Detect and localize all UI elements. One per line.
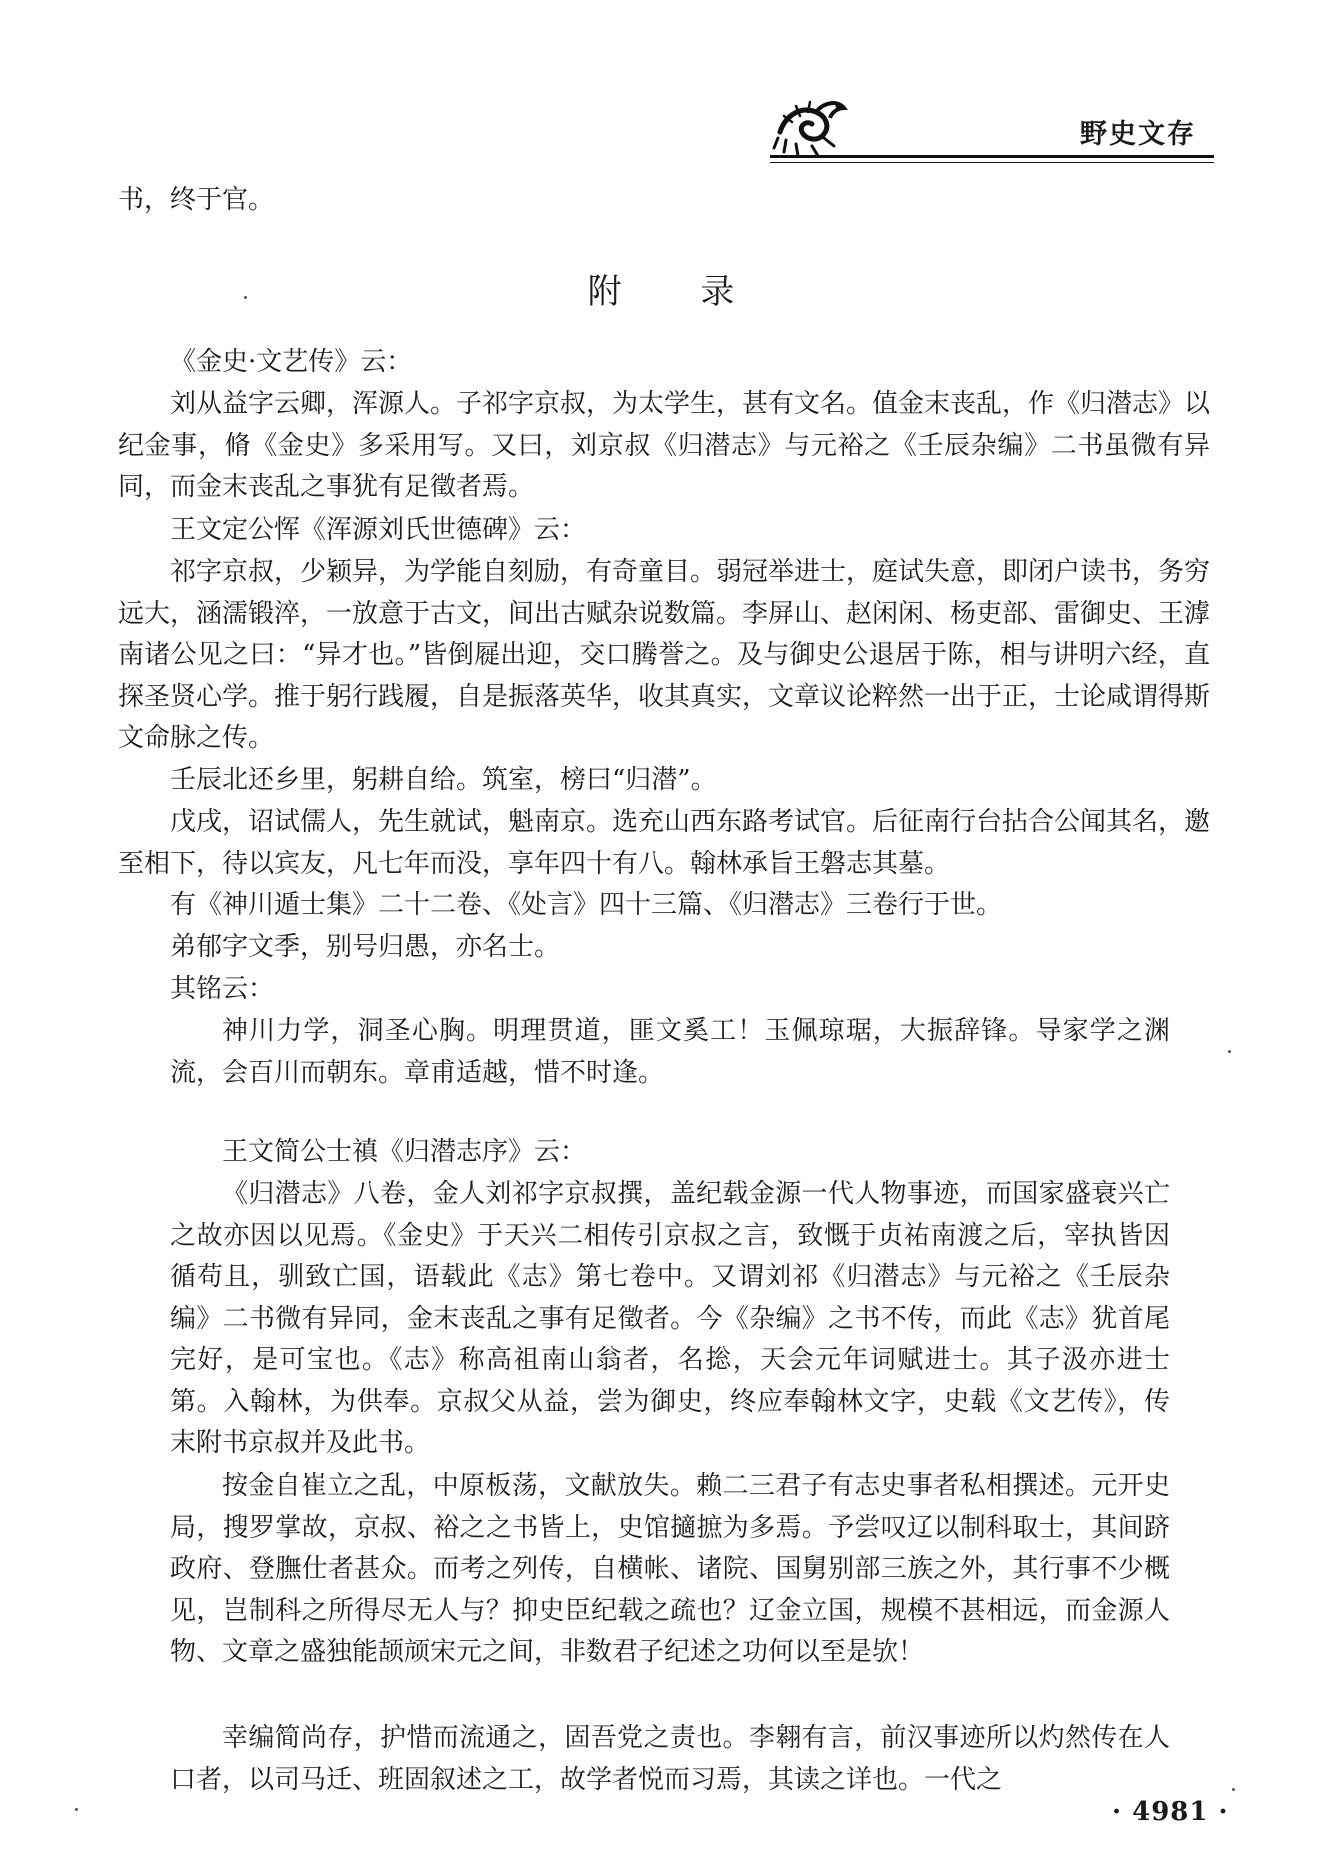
paragraph: 《归潜志》八卷，金人刘祁字京叔撰，盖纪载金源一代人物事迹，而国家盛衰兴亡之故亦因以见焉。《金史》于天兴二相传引京叔之言，致慨于贞祐南渡之后，宰执皆因循苟且，驯致亡国，语载此《志》第七卷中。又谓刘祁《归潜志》与元裕之《壬辰杂编》二书微有异同，金末丧乱之事有足徵者。今《杂编》之书不传，而此《志》犹首尾完好，是可宝也。《志》称高祖南山翁者，名捴，天会元年词赋进士。其子汲亦进士第。入翰林，为供奉。京叔父从益，尝为御史，终应奉翰林文字，史载《文艺传》，传末附书京叔并及此书。 — [170, 1179, 1170, 1458]
paragraph: 壬辰北还乡里，躬耕自给。筑室，榜曰“归潜”。 — [170, 765, 717, 795]
header-rule — [770, 155, 1214, 158]
paragraph: 王文简公士禛《归潜志序》云： — [222, 1137, 587, 1167]
dragon-emblem-icon — [772, 92, 850, 160]
paragraph: 按金自崔立之乱，中原板荡，文献放失。赖二三君子有志史事者私相撰述。元开史局，搜罗掌故，京叔、裕之之书皆上，史馆擿摭为多焉。予尝叹辽以制科取士，其间跻政府、登膴仕者甚众。而考之列传，自横帐、诸院、国舅别部三族之外，其行事不少概见，岂制科之所得尽无人与？抑史臣纪载之疏也？辽金立国，规模不甚相远，而金源人物、文章之盛独能颉颃宋元之间，非数君子纪述之功何以至是欤！ — [170, 1471, 1170, 1667]
paragraph: 刘从益字云卿，浑源人。子祁字京叔，为太学生，甚有文名。值金末丧乱，作《归潜志》以纪金事，脩《金史》多采用写。又曰，刘京叔《归潜志》与元裕之《壬辰杂编》二书虽微有异同，而金末丧乱之事犹有足徵者焉。 — [118, 389, 1211, 502]
running-header-title: 野史文存 — [1080, 119, 1196, 150]
paragraph: 王文定公恽《浑源刘氏世德碑》云： — [170, 515, 587, 545]
scan-speck — [75, 1808, 78, 1811]
paragraph: 戊戌，诏试儒人，先生就试，魁南京。选充山西东路考试官。后征南行台拈合公闻其名，邀至相下，待以宾友，凡七年而没，享年四十有八。翰林承旨王磐志其墓。 — [118, 807, 1211, 879]
scan-speck — [244, 296, 247, 299]
paragraph: 有《神川遁士集》二十二卷、《处言》四十三篇、《归潜志》三卷行于世。 — [170, 890, 1003, 920]
carryover-line: 书，终于官。 — [118, 185, 275, 215]
inscription-verse: 神川力学，洞圣心胸。明理贯道，匪文奚工！玉佩琼琚，大振辞锋。导家学之渊流，会百川而朝东。章甫适越，惜不时逢。 — [170, 1016, 1170, 1088]
scan-speck — [1232, 1788, 1235, 1791]
header-rule-thin — [770, 162, 1214, 163]
paragraph: 祁字京叔，少颖异，为学能自刻励，有奇童目。弱冠举进士，庭试失意，即闭户读书，务穷远大，涵濡锻淬，一放意于古文，间出古赋杂说数篇。李屏山、赵闲闲、杨吏部、雷御史、王滹南诸公见之曰：“异才也。”皆倒屣出迎，交口腾誉之。及与御史公退居于陈，相与讲明六经，直探圣贤心学。推于躬行践履，自是振落英华，收其真实，文章议论粹然一出于正，士论咸谓得斯文命脉之传。 — [118, 557, 1211, 753]
paragraph: 《金史·文艺传》云： — [170, 347, 413, 377]
page-number: · 4981 · — [1112, 1797, 1229, 1827]
paragraph: 幸编简尚存，护惜而流通之，固吾党之责也。李翱有言，前汉事迹所以灼然传在人口者，以司马迁、班固叙述之工，故学者悦而习焉，其读之详也。一代之 — [170, 1723, 1170, 1795]
scan-speck — [1228, 1050, 1231, 1053]
paragraph: 弟郁字文季，别号归愚，亦名士。 — [170, 932, 561, 962]
paragraph: 其铭云： — [170, 974, 275, 1004]
section-title: 附 录 — [587, 272, 769, 312]
